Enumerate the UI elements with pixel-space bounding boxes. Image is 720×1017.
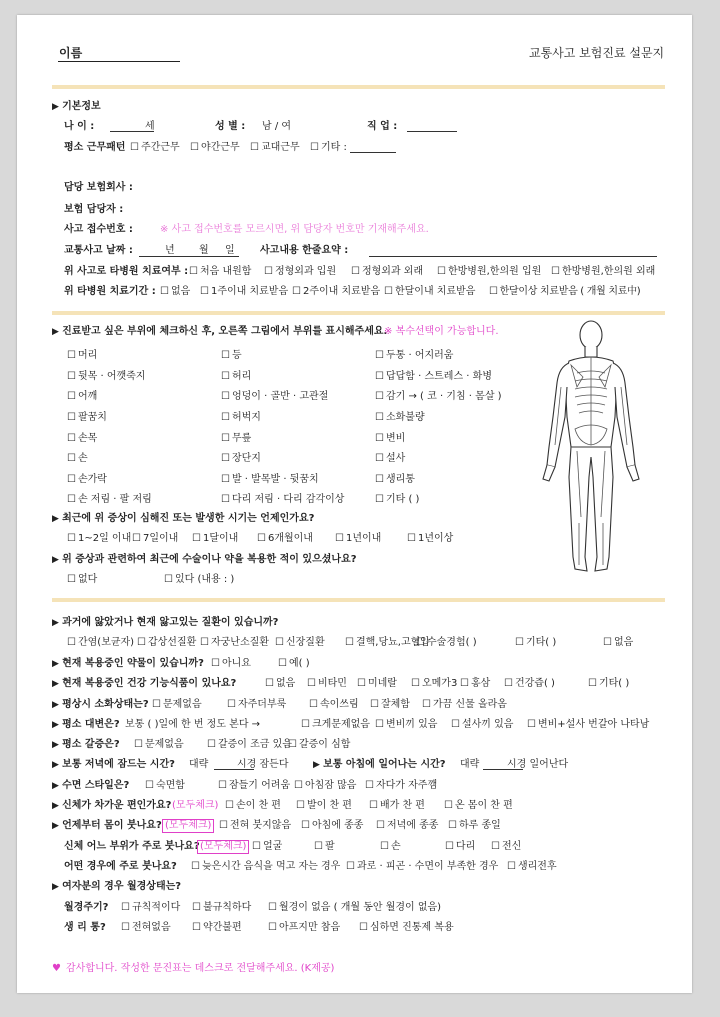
cold-option[interactable]: ☐ 온 몸이 찬 편 (444, 800, 513, 812)
surgery-option[interactable]: ☐ 없다 (67, 574, 97, 586)
swelling-part-option[interactable]: ☐ 전신 (491, 841, 521, 853)
bedtime-question: ▶ 보통 저녁에 잠드는 시간? (52, 759, 175, 771)
treatment-period-option[interactable]: ☐ 없음 (160, 286, 190, 298)
body-part-option[interactable]: ☐ 뒷목 · 어깻죽지 (67, 371, 145, 383)
sex-label: 성 별 : (215, 121, 246, 132)
cycle-option[interactable]: ☐ 불규칙하다 (192, 902, 251, 914)
supplement-option[interactable]: ☐ 건강즙( ) (504, 678, 555, 690)
claim-note: ※ 사고 접수번호를 모르시면, 위 담당자 번호만 기재해주세요. (160, 224, 429, 235)
shift-other-line[interactable] (350, 142, 396, 153)
shift-option[interactable]: ☐ 교대근무 (250, 142, 300, 154)
stool-option[interactable]: ☐ 설사끼 있음 (451, 719, 513, 731)
accident-date-label: 교통사고 날짜 : (64, 245, 133, 256)
supplement-question: ▶ 현재 복용중인 건강 기능식품이 있나요? (52, 678, 236, 690)
separator (52, 598, 665, 602)
swelling-part-question: 신체 어느 부위가 주로 붓나요? (64, 841, 200, 852)
onset-option[interactable]: ☐ 1년이상 (407, 533, 453, 545)
body-part-option[interactable]: ☐ 발 · 발목발 · 뒷꿈치 (221, 474, 319, 486)
multi-select-note: ※ 복수선택이 가능합니다. (384, 326, 499, 337)
swelling-part-option[interactable]: ☐ 다리 (445, 841, 475, 853)
swelling-part-option[interactable]: ☐ 팔 (314, 841, 335, 853)
body-part-option[interactable]: ☐ 감기 → ( 코 · 기침 · 몸살 ) (375, 391, 502, 403)
swelling-when-option[interactable]: ☐ 늦은시간 음식을 먹고 자는 경우 (191, 861, 340, 873)
cold-option[interactable]: ☐ 배가 찬 편 (369, 800, 425, 812)
body-part-option[interactable]: ☐ 손 저림 · 팔 저림 (67, 494, 152, 506)
body-part-option[interactable]: ☐ 머리 (67, 350, 97, 362)
body-part-option[interactable]: ☐ 엉덩이 · 골반 · 고관절 (221, 391, 328, 403)
onset-option[interactable]: ☐ 1달이내 (192, 533, 238, 545)
disease-option[interactable]: ☐ 결핵,당뇨,고혈압 (345, 637, 430, 649)
swelling-time-question: ▶ 언제부터 몸이 붓나요? (52, 820, 162, 832)
supplement-option[interactable]: ☐ 없음 (265, 678, 295, 690)
pain-option[interactable]: ☐ 약간불편 (192, 922, 242, 934)
cycle-option[interactable]: ☐ 규칙적이다 (121, 902, 180, 914)
job-input-line[interactable] (407, 121, 457, 132)
sleep-style-question: ▶ 수면 스타일은? (52, 780, 129, 792)
supplement-option[interactable]: ☐ 비타민 (307, 678, 347, 690)
digestion-option[interactable]: ☐ 문제없음 (152, 699, 202, 711)
swelling-when-option[interactable]: ☐ 과로 · 피곤 · 수면이 부족한 경우 (346, 861, 498, 873)
shift-option[interactable]: ☐ 야간근무 (190, 142, 240, 154)
job-label: 직 업 : (367, 121, 398, 132)
age-unit: 세 (145, 121, 155, 132)
body-part-option[interactable]: ☐ 장단지 (221, 453, 261, 465)
cold-option[interactable]: ☐ 손이 찬 편 (225, 800, 281, 812)
bedtime-prefix: 대략 (189, 759, 209, 770)
thirst-option[interactable]: ☐ 문제없음 (134, 739, 184, 751)
body-diagram-icon[interactable] (537, 317, 645, 579)
treatment-period-option[interactable]: ☐ 1주이내 치료받음 (200, 286, 288, 298)
claim-number-label: 사고 접수번호 : (64, 224, 133, 235)
swelling-when-option[interactable]: ☐ 생리전후 (507, 861, 557, 873)
body-part-option[interactable]: ☐ 어깨 (67, 391, 97, 403)
name-label: 이름 (59, 46, 83, 60)
body-part-option[interactable]: ☐ 허벅지 (221, 412, 261, 424)
body-part-option[interactable]: ☐ 생리통 (375, 474, 415, 486)
thirst-question: ▶ 평소 갈증은? (52, 739, 120, 751)
other-hospital-option[interactable]: ☐ 정형외과 입원 (264, 266, 336, 278)
body-part-option[interactable]: ☐ 손목 (67, 433, 97, 445)
onset-option[interactable]: ☐ 7일이내 (132, 533, 178, 545)
body-part-option[interactable]: ☐ 손 (67, 453, 88, 465)
pain-option[interactable]: ☐ 아프지만 참음 (268, 922, 340, 934)
questionnaire-page (17, 15, 692, 993)
shift-option[interactable]: ☐ 주간근무 (130, 142, 180, 154)
pain-option[interactable]: ☐ 전혀없음 (121, 922, 171, 934)
date-underline[interactable] (139, 256, 239, 257)
surgery-question: ▶ 위 증상과 관련하여 최근에 수술이나 약을 복용한 적이 있으셨나요? (52, 554, 357, 566)
cycle-option[interactable]: ☐ 월경이 없음 ( 개월 동안 월경이 없음) (268, 902, 441, 914)
treatment-period-option[interactable]: ☐ 한달이상 치료받음 ( 개월 치료中) (489, 286, 640, 298)
body-part-option[interactable]: ☐ 설사 (375, 453, 405, 465)
sleep-style-option[interactable]: ☐ 자다가 자주깸 (365, 780, 437, 792)
digestion-option[interactable]: ☐ 가끔 신물 올라옴 (422, 699, 507, 711)
other-hospital-option[interactable]: ☐ 한방병원,한의원 외래 (551, 266, 655, 278)
other-hospital-label: 위 사고로 타병원 치료여부 : (64, 266, 189, 277)
date-month: 월 (199, 245, 209, 256)
separator (52, 85, 665, 89)
wake-question: ▶ 보통 아침에 일어나는 시간? (313, 759, 446, 771)
disease-option[interactable]: ☐ 자궁난소질환 (200, 637, 269, 649)
disease-option[interactable]: ☐ 갑상선질환 (137, 637, 196, 649)
insurance-agent-label: 보험 담당자 : (64, 204, 124, 215)
sex-value[interactable]: 남 / 여 (262, 121, 292, 132)
form-title: 교통사고 보험진료 설문지 (529, 46, 665, 60)
meds-option[interactable]: ☐ 예( ) (278, 658, 310, 670)
digestion-option[interactable]: ☐ 잘체함 (370, 699, 410, 711)
onset-option[interactable]: ☐ 6개월이내 (257, 533, 313, 545)
body-part-option[interactable]: ☐ 답답함 · 스트레스 · 화병 (375, 371, 492, 383)
date-day: 일 (225, 245, 235, 256)
digestion-option[interactable]: ☐ 속이쓰림 (309, 699, 359, 711)
treatment-period-option[interactable]: ☐ 한달이내 치료받음 (384, 286, 475, 298)
sleep-style-option[interactable]: ☐ 잠들기 어려움 (218, 780, 290, 792)
digestion-question: ▶ 평상시 소화상태는? (52, 699, 149, 711)
thirst-option[interactable]: ☐ 갈증이 심함 (288, 739, 350, 751)
onset-question: ▶ 최근에 위 증상이 심해진 또는 발생한 시기는 언제인가요? (52, 513, 314, 525)
swelling-time-option[interactable]: ☐ 하루 종일 (448, 820, 501, 832)
treatment-period-option[interactable]: ☐ 2주이내 치료받음 (292, 286, 380, 298)
summary-underline[interactable] (369, 256, 657, 257)
disease-option[interactable]: ☐ 간염(보균자) (67, 637, 134, 649)
body-part-option[interactable]: ☐ 기타 ( ) (375, 494, 419, 506)
separator (52, 311, 665, 315)
swelling-when-question: 어떤 경우에 주로 붓나요? (64, 861, 177, 872)
shift-label: 평소 근무패턴 (64, 142, 126, 153)
treatment-period-label: 위 타병원 치료기간 : (64, 286, 156, 297)
supplement-option[interactable]: ☐ 홍삼 (460, 678, 490, 690)
body-part-option[interactable]: ☐ 변비 (375, 433, 405, 445)
cold-question: ▶ 신체가 차가운 편인가요? (52, 800, 171, 812)
disease-option[interactable]: ☐ 없음 (603, 637, 633, 649)
onset-option[interactable]: ☐ 1~2일 이내 (67, 533, 131, 545)
swelling-part-option[interactable]: ☐ 손 (380, 841, 401, 853)
supplement-option[interactable]: ☐ 오메가3 (411, 678, 457, 690)
cold-tag: (모두체크) (172, 800, 219, 811)
digestion-option[interactable]: ☐ 자주더부룩 (227, 699, 286, 711)
name-input-line[interactable] (58, 61, 180, 62)
stool-option[interactable]: ☐ 크게문제없음 (301, 719, 370, 731)
section-basic-info: ▶ 기본정보 (52, 101, 101, 113)
disease-option[interactable]: ☐ 기타( ) (515, 637, 556, 649)
cold-option[interactable]: ☐ 발이 찬 편 (296, 800, 352, 812)
stool-option[interactable]: ☐ 변비+설사 번갈아 나타남 (527, 719, 649, 731)
other-hospital-option[interactable]: ☐ 정형외과 외래 (351, 266, 423, 278)
accident-summary-label: 사고내용 한줄요약 : (260, 245, 349, 256)
swelling-part-option[interactable]: ☐ 얼굴 (252, 841, 282, 853)
pain-option[interactable]: ☐ 심하면 진통제 복용 (359, 922, 454, 934)
heart-icon: ♥ (52, 963, 61, 974)
wake-prefix: 대략 (460, 759, 480, 770)
meds-question: ▶ 현재 복용중인 약물이 있습니까? (52, 658, 204, 670)
supplement-option[interactable]: ☐ 미네랄 (357, 678, 397, 690)
other-hospital-option[interactable]: ☐ 한방병원,한의원 입원 (437, 266, 541, 278)
swelling-part-tag: (모두체크) (197, 840, 249, 854)
body-part-option[interactable]: ☐ 다리 저림 · 다리 감각이상 (221, 494, 344, 506)
body-part-question: ▶ 진료받고 싶은 부위에 체크하신 후, 오른쪽 그림에서 부위를 표시해주세요. (52, 326, 387, 338)
footer-message: 감사합니다. 작성한 문진표는 데스크로 전달해주세요. (K제공) (66, 963, 335, 974)
swelling-time-option[interactable]: ☐ 저녁에 종종 (376, 820, 438, 832)
date-year: 년 (165, 245, 175, 256)
stool-option[interactable]: ☐ 변비끼 있음 (375, 719, 437, 731)
cycle-label: 월경주기? (64, 902, 109, 913)
disease-option[interactable]: ☐ 수술경험( ) (416, 637, 477, 649)
bedtime-suffix: 시경 잠든다 (237, 759, 289, 770)
disease-question: ▶ 과거에 앓았거나 현재 앓고있는 질환이 있습니까? (52, 617, 278, 629)
pain-label: 생 리 통? (64, 922, 106, 933)
wake-suffix: 시경 일어난다 (507, 759, 569, 770)
sleep-style-option[interactable]: ☐ 숙면함 (145, 780, 185, 792)
sleep-style-option[interactable]: ☐ 아침잠 많음 (294, 780, 356, 792)
age-label: 나 이 : (64, 121, 95, 132)
body-part-option[interactable]: ☐ 손가락 (67, 474, 107, 486)
body-part-option[interactable]: ☐ 소화불량 (375, 412, 425, 424)
stool-question: ▶ 평소 대변은? (52, 719, 120, 731)
swelling-time-option[interactable]: ☐ 전혀 붓지않음 (219, 820, 291, 832)
swelling-tag: (모두체크) (162, 819, 214, 833)
body-part-option[interactable]: ☐ 허리 (221, 371, 251, 383)
insurance-company-label: 담당 보험회사 : (64, 182, 133, 193)
stool-frequency[interactable]: 보통 ( )일에 한 번 정도 본다 → (125, 719, 261, 730)
disease-option[interactable]: ☐ 신장질환 (275, 637, 325, 649)
meds-option[interactable]: ☐ 아니요 (211, 658, 251, 670)
thirst-option[interactable]: ☐ 갈증이 조금 있음 (207, 739, 292, 751)
swelling-time-option[interactable]: ☐ 아침에 종종 (301, 820, 363, 832)
other-hospital-option[interactable]: ☐ 처음 내원함 (189, 266, 251, 278)
body-part-option[interactable]: ☐ 무릎 (221, 433, 251, 445)
supplement-option[interactable]: ☐ 기타( ) (588, 678, 629, 690)
shift-option[interactable]: ☐ 기타 : (310, 142, 347, 154)
onset-option[interactable]: ☐ 1년이내 (335, 533, 381, 545)
body-part-option[interactable]: ☐ 등 (221, 350, 242, 362)
body-part-option[interactable]: ☐ 팔꿈치 (67, 412, 107, 424)
body-part-option[interactable]: ☐ 두통 · 어지러움 (375, 350, 453, 362)
menstruation-question: ▶ 여자분의 경우 월경상태는? (52, 881, 181, 893)
surgery-option[interactable]: ☐ 있다 (내용 : ) (164, 574, 234, 586)
